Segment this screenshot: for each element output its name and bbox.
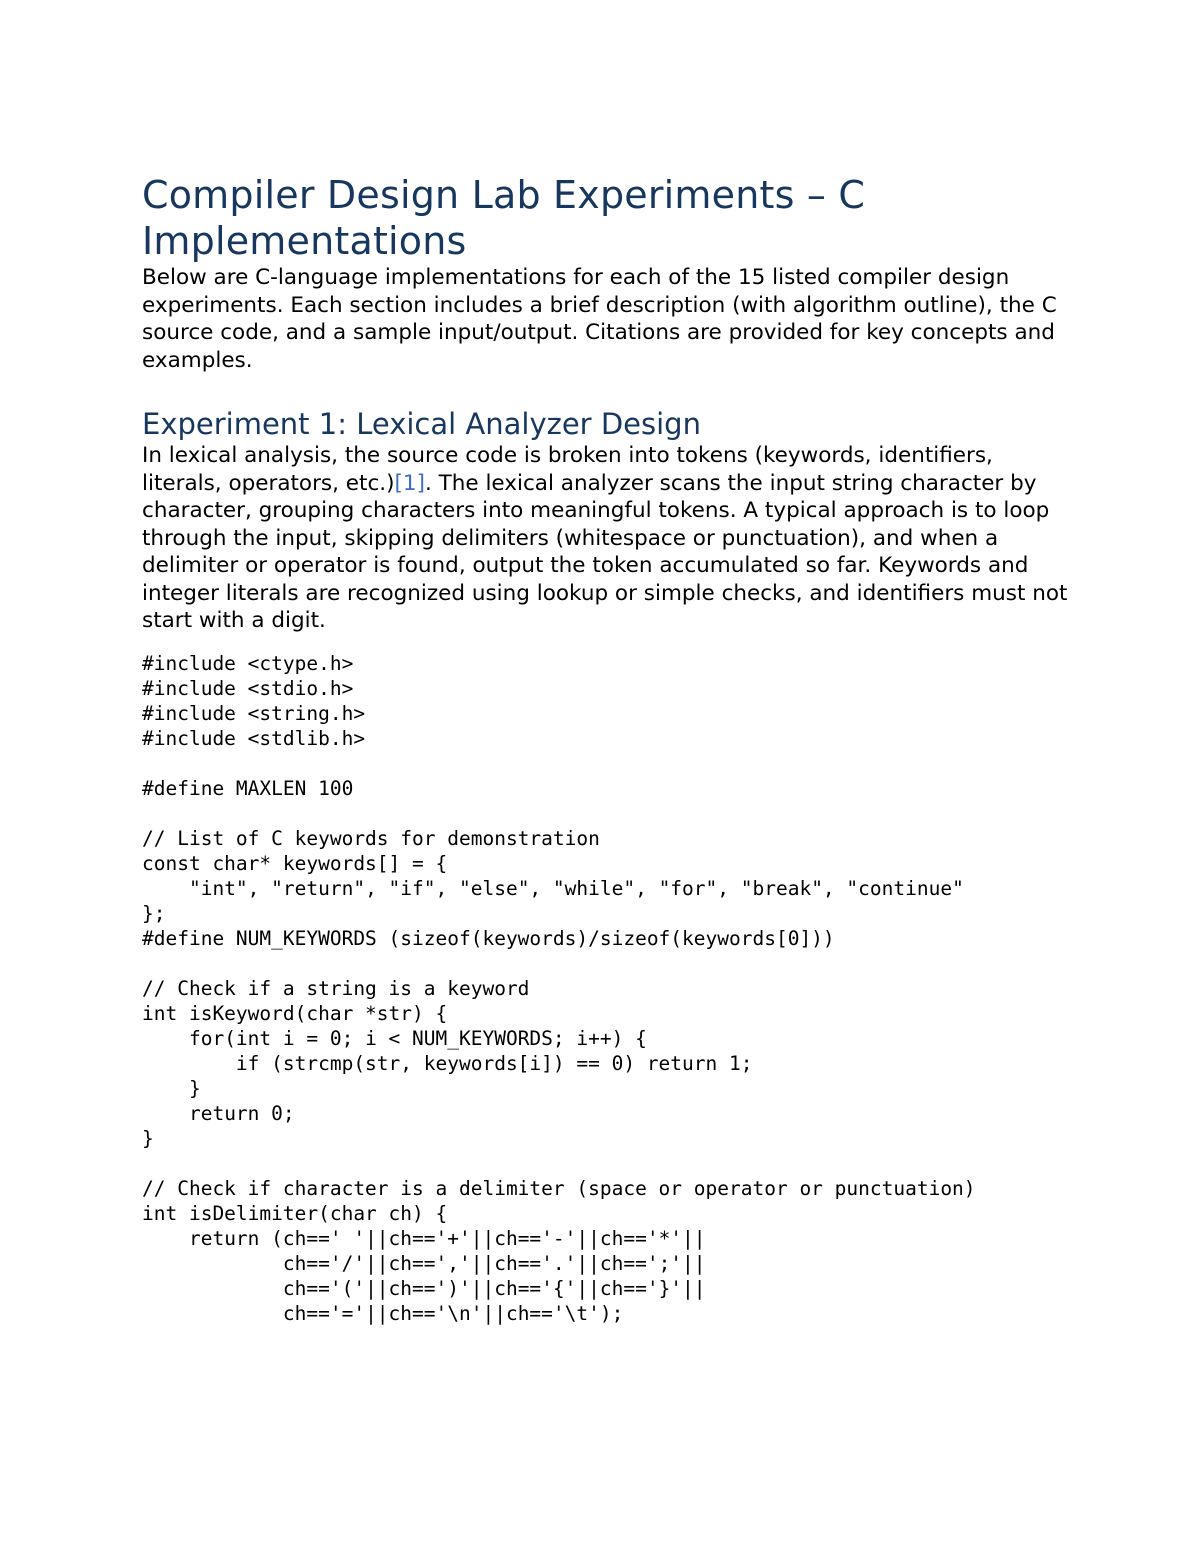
document-title: Compiler Design Lab Experiments – C Implementations — [142, 173, 866, 263]
citation-link[interactable]: [1] — [394, 470, 425, 496]
intro-paragraph: Below are C-language implementations for each of the 15 listed compiler design experiments. Each section includes a brief description (with algorithm outline), the C source code, and a sample input/output. Citations are provided for key concepts and examples. — [142, 265, 1057, 373]
experiment-1-heading: Experiment 1: Lexical Analyzer Design — [142, 407, 701, 441]
description-text-part1: In lexical analysis, the source code is broken into tokens (keywords, identifiers, literals, operators, etc.) — [142, 443, 993, 496]
experiment-1-description — [142, 442, 1072, 635]
document-page — [142, 172, 1072, 1326]
description-text-part2: . The lexical analyzer scans the input string character by character, grouping characters into meaningful tokens. A typical approach is to loop through the input, skipping delimiters (whitespace or punctuation), and when a delimiter or operator is found, output the token accumulated so far. Keywords and integer literals are recognized using lookup or simple checks, and identifiers must not start with a digit. — [142, 470, 1068, 633]
code-block: #include <ctype.h> #include <stdio.h> #include <string.h> #include <stdlib.h> #define MAXLEN 100 // List of C keywords for demonstration const char* keywords[] = { "int", "return", "if", "else", "while", "for", "break", "continue" }; #define NUM_KEYWORDS (sizeof(keywords)/sizeof(keywords[0])) // Check if a string is a keyword int isKeyword(char *str) { for(int i = 0; i < NUM_KEYWORDS; i++) { if (strcmp(str, keywords[i]) == 0) return 1; } return 0; } // Check if character is a delimiter (space or operator or punctuation) int isDelimiter(char ch) { return (ch==' '||ch=='+'||ch=='-'||ch=='*'|| ch=='/'||ch==','||ch=='.'||ch==';'|| ch=='('||ch==')'||ch=='{'||ch=='}'|| ch=='='||ch=='\n'||ch=='\t'); — [142, 651, 976, 1325]
